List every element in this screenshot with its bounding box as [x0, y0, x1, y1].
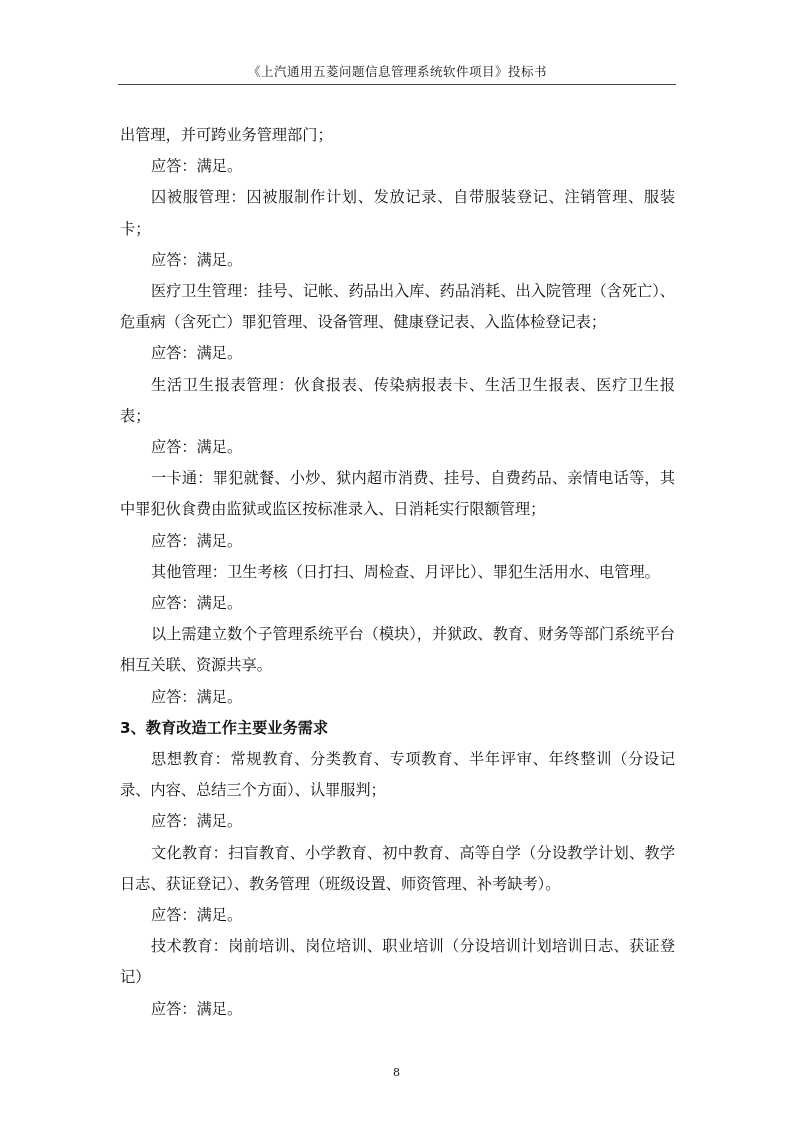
paragraph-hygiene-reports: 生活卫生报表管理：伙食报表、传染病报表卡、生活卫生报表、医疗卫生报表；: [120, 375, 675, 425]
document-body: [120, 120, 675, 1025]
answer-text: 应答：满足。: [151, 594, 243, 613]
paragraph-subsystem-platform: 以上需建立数个子管理系统平台（模块），并狱政、教育、财务等部门系统平台相互关联、资源共享。: [120, 625, 675, 675]
paragraph-technical-education: 技术教育：岗前培训、岗位培训、职业培训（分设培训计划培训日志、获证登记）: [120, 937, 675, 987]
answer-text: 应答：满足。: [151, 999, 243, 1018]
paragraph-medical-management: 医疗卫生管理：挂号、记帐、药品出入库、药品消耗、出入院管理（含死亡）、危重病（含死亡）罪犯管理、设备管理、健康登记表、入监体检登记表；: [120, 282, 675, 332]
answer-text: 应答：满足。: [151, 344, 243, 363]
answer-text: 应答：满足。: [151, 687, 243, 706]
answer-text: 应答：满足。: [151, 250, 243, 269]
paragraph-other-management: 其他管理：卫生考核（日打扫、周检查、月评比）、罪犯生活用水、电管理。: [151, 562, 660, 581]
paragraph-continuation: 出管理，并可跨业务管理部门；: [120, 126, 333, 144]
document-header: 《上汽通用五菱问题信息管理系统软件项目》投标书: [247, 64, 547, 79]
section-heading: 3、教育改造工作主要业务需求: [120, 718, 329, 737]
paragraph-clothing-management: 囚被服管理：囚被服制作计划、发放记录、自带服装登记、注销管理、服装卡；: [120, 188, 675, 238]
answer-text: 应答：满足。: [151, 157, 243, 176]
header-divider: [118, 84, 676, 85]
answer-text: 应答：满足。: [151, 438, 243, 457]
page-number: 8: [393, 1066, 400, 1079]
answer-text: 应答：满足。: [151, 812, 243, 831]
answer-text: 应答：满足。: [151, 906, 243, 925]
paragraph-cultural-education: 文化教育：扫盲教育、小学教育、初中教育、高等自学（分设教学计划、教学日志、获证登记）、教务管理（班级设置、师资管理、补考缺考）。: [120, 843, 675, 893]
answer-text: 应答：满足。: [151, 531, 243, 550]
paragraph-ideological-education: 思想教育：常规教育、分类教育、专项教育、半年评审、年终整训（分设记录、内容、总结三个方面）、认罪服判；: [120, 750, 675, 800]
paragraph-one-card: 一卡通：罪犯就餐、小炒、狱内超市消费、挂号、自费药品、亲情电话等，其中罪犯伙食费由监狱或监区按标准录入、日消耗实行限额管理；: [120, 469, 675, 519]
